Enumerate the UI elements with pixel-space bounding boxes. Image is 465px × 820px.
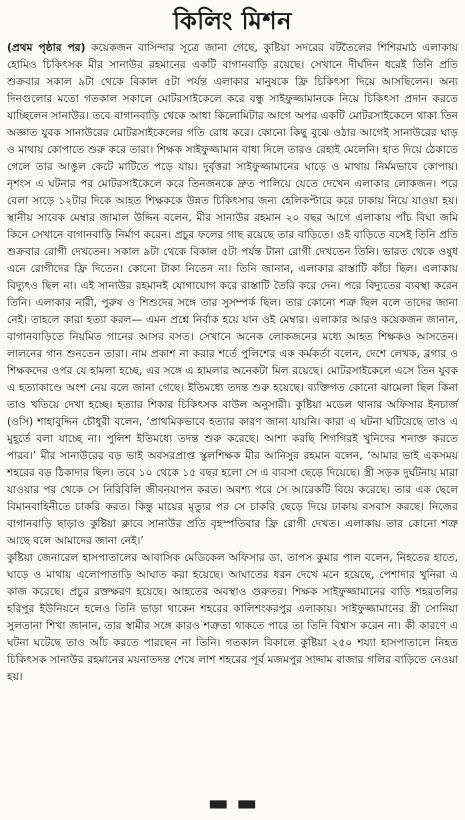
article-paragraph-1	[7, 40, 458, 550]
article-headline: কিলিং মিশন	[173, 6, 292, 35]
article-paragraph-2: কুষ্টিয়া জেনারেল হাসপাতালের আবাসিক মেডিকেল অফিসার ডা. তাপস কুমার পাল বলেন, নিহতের হাতে, ঘাড়ে ও মাথায় এলোপাতাড়ি আঘাত করা হয়েছে। আঘাতের ধরন দেখে মনে হয়েছে, পেশাদার খুনিরা এ কাজ করেছে। প্রচুর রক্তক্ষরণ হয়েছে। আহতের অবস্থাও গুরুতর। শিক্ষক সাইফুজ্জামানের বাড়ি শহরতলির হরিপুর ইউনিয়নে হলেও তিনি ভাড়া থাকেন শহরের কালিশংকরপুর এলাকায়। সাইফুজ্জামানের স্ত্রী সোনিয়া সুলতানা শিখা জানান, তার স্বামীর সঙ্গে কারও শত্রুতা থাকতে পারে তা তিনি বিশ্বাস করেন না। কী কারণে এ ঘটনা ঘটেছে তাও আঁচ করতে পারছেন না তিনি। গতকাল বিকালে কুষ্টিয়া ২৫০ শয্যা হাসপাতালে নিহত চিকিৎসক সানাউর রহমানের ময়নাতদন্ত শেষে লাশ শহরের পূর্ব মজমপুর সাদ্দাম বাজার গলির বাড়িতে নেওয়া হয়।	[7, 552, 458, 683]
continuation-prefix: (প্রথম পৃষ্ঠার পর)	[7, 42, 86, 54]
paragraph-1-text: কয়েকজন বাসিন্দার সূত্রে জানা গেছে, কুষ্টিয়া সদরের বটতৈলের শিশিরমাঠ এলাকায় হোমিও চিকিৎসক মীর সানাউর রহমানের একটি বাগানবাড়ি রয়েছে। সেখানে দীর্ঘদিন ধরেই তিনি প্রতি শুক্রবার সকাল ৯টা থেকে বিকাল ৫টা পর্যন্ত এলাকার মানুষকে ফ্রি চিকিৎসা দিয়ে আসছিলেন। অন্য দিনগুলোর মতো গতকাল সকালে মোটরসাইকেলে করে বন্ধু সাইফুজ্জামানকে নিয়ে চিকিৎসা প্রদান করতে যাচ্ছিলেন সানাউর। তবে বাগানবাড়ি থেকে আধা কিলোমিটার আগে অপর একটি মোটরসাইকেলে থাকা তিন অজ্ঞাত যুবক সানাউরের মোটরসাইকেলের গতি রোধ করে। কোনো কিছু বুঝে ওঠার আগেই সানাউরের ঘাড় ও মাথায় কোপাতে শুরু করে তারা। শিক্ষক সাইফুজ্জামান বাধা দিলে তারও রেহাই মেলেনি। হাত দিয়ে ঠেকাতে গেলে তার আঙুল কেটে মাটিতে পড়ে যায়। দুর্বৃত্তরা সাইফুজ্জামানের ঘাড়ে ও মাথায় নির্মমভাবে কোপায়। নৃশংস এ ঘটনার পর মোটরসাইকেলে করে তিনজনকে দ্রুত পালিয়ে যেতে দেখেন এলাকার লোকজন। পরে বেলা সাড়ে ১২টার দিকে আহত শিক্ষককে উন্নত চিকিৎসার জন্য হেলিকপ্টারে করে ঢাকায় নিয়ে যাওয়া হয়। স্থানীয় সাবেক মেম্বার জামাল উদ্দিন বলেন, মীর সানাউর রহমান ২০ বছর আগে এলাকায় পাঁচ বিঘা জমি কিনে সেখানে বাগানবাড়ি নির্মাণ করেন। প্রচুর ফলের গাছ রয়েছে তার বাড়িতে। ওই বাড়িতে বসেই তিনি প্রতি শুক্রবার রোগী দেখতেন। সকাল ৯টা থেকে বিকাল ৫টা পর্যন্ত টানা রোগী দেখতেন তিনি। ভারত থেকে ওষুধ এনে রোগীদের ফ্রি দিতেন। কোনো টাকা নিতেন না। তিনি জানান, এলাকার রাস্তাটি কাঁচা ছিল। এলাকায় বিদ্যুৎও ছিল না। এই সানাউর রহমানই যোগাযোগ করে রাস্তাটি তৈরি করে দেন। পরে বিদ্যুতের ব্যবস্থা করেন তিনি। এলাকার নারী, পুরুষ ও শিশুদের সঙ্গে তার সুসম্পর্ক ছিল। তার কোনো শত্রু ছিল বলে তাদের জানা নেই। তাহলে কারা হত্যা করল— এমন প্রশ্নে নির্বাক হয়ে যান ওই মেম্বার। এলাকার আরও কয়েকজন জানান, বাগানবাড়িতে নিয়মিত গানের আসর বসত। সেখানে অনেক লোকজনের মধ্যে আহত শিক্ষকও আসতেন। লালনের গান শুনতেন তারা। নাম প্রকাশ না করার শর্তে পুলিশের এক কর্মকর্তা বলেন, দেশে লেখক, ব্লগার ও শিক্ষকদের ওপর যে হামলা হচ্ছে, এর সঙ্গে এ হামলার অনেকটা মিল রয়েছে। মোটরসাইকেলে এসে তিন যুবক এ হত্যাকাণ্ডে অংশ নেয় বলে জানা গেছে। ইতিমধ্যে তদন্ত শুরু হয়েছে। ব্যক্তিগত কোনো ঝামেলা ছিল কিনা তাও খতিয়ে দেখা হচ্ছে। হত্যার শিকার চিকিৎসক বাউল অনুসারী। কুষ্টিয়া মডেল থানার অফিসার ইনচার্জ (ওসি) শাহাবুদ্দিন চৌধুরী বলেন, ‘প্রাথমিকভাবে হত্যার কারণ জানা যায়নি। কারা এ ঘটনা ঘটিয়েছে তাও এ মুহূর্তে বলা যাচ্ছে না। পুলিশ ইতিমধ্যে তদন্ত শুরু করেছে। আশা করছি শিগগিরই খুনিদের শনাক্ত করতে পারব।’ মীর সানাউরের বড় ভাই অবসরপ্রাপ্ত স্কুলশিক্ষক মীর আনিসুর রহমান বলেন, ‘আমার ভাই একসময় শহরের বড় ঠিকাদার ছিল। তবে ১০ থেকে ১৫ বছর হলো সে এ ব্যবসা ছেড়ে দিয়েছে। স্ত্রী সড়ক দুর্ঘটনায় মারা যাওয়ার পর থেকে সে নিরিবিলি জীবনযাপন করত। অবশ্য পরে সে আরেকটি বিয়ে করেছে। তার এক ছেলে বিমানবাহিনীতে চাকরি করত। কিন্তু মায়ের মৃত্যুর পর সে চাকরি ছেড়ে দিয়ে ঢাকায় বসবাস করছে। নিজের বাগানবাড়ি ছাড়াও কুষ্টিয়া ক্লাবে সানাউর প্রতি বৃহস্পতিবার ফ্রি রোগী দেখত। এলাকায় তার কোনো শত্রু আছে বলে আমাদের জানা নেই।’	[7, 42, 458, 547]
next-headline-glyphs: ▬ ▬	[207, 790, 258, 816]
next-headline-fragment	[0, 790, 465, 816]
article-body	[7, 40, 458, 686]
